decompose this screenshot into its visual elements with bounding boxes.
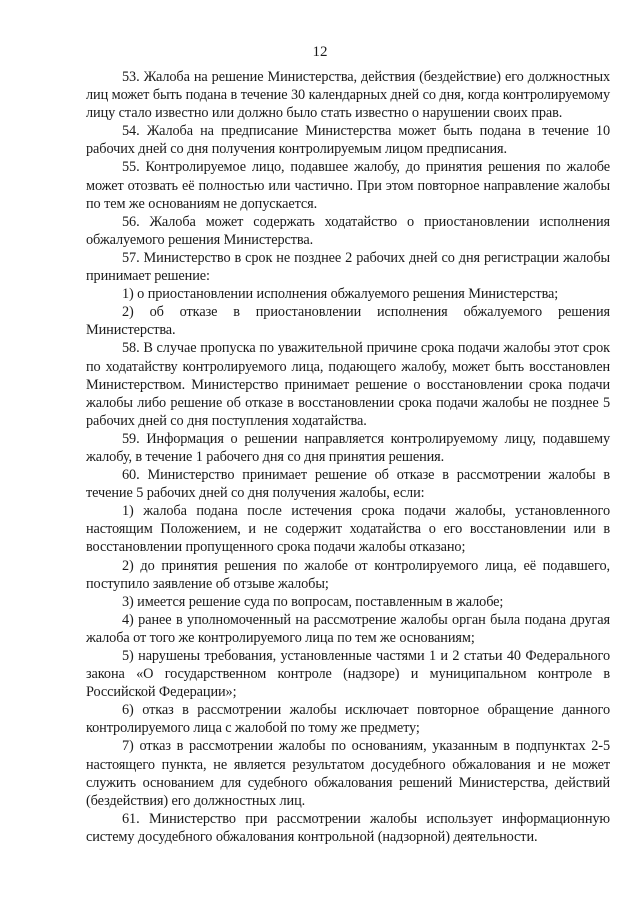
paragraph-60-item-2: 2) до принятия решения по жалобе от контролируемого лица, её подавшего, поступило заявление об отзыве жалобы; [86,557,610,592]
paragraph-59: 59. Информация о решении направляется контролируемому лицу, подавшему жалобу, в течение 1 рабочего дня со дня принятия решения. [86,430,610,465]
paragraph-57-item-2: 2) об отказе в приостановлении исполнения обжалуемого решения Министерства. [86,304,610,339]
paragraph-55: 55. Контролируемое лицо, подавшее жалобу, до принятия решения по жалобе может отозвать её полностью или частично. При этом повторное направление жалобы по тем же основаниям не допускается. [86,159,610,212]
paragraph-57: 57. Министерство в срок не позднее 2 рабочих дней со дня регистрации жалобы принимает решение: [86,249,610,285]
paragraph-60: 60. Министерство принимает решение об отказе в рассмотрении жалобы в течение 5 рабочих дней со дня получения жалобы, если: [86,467,610,502]
paragraph-53: 53. Жалоба на решение Министерства, действия (бездействие) его должностных лиц может быть подана в течение 30 календарных дней со дня, когда контролируемому лицу стало известно или должно было стать известно о нарушении своих прав. [86,69,610,122]
paragraph-56: 56. Жалоба может содержать ходатайство о приостановлении исполнения обжалуемого решения Министерства. [86,213,610,248]
paragraph-58: 58. В случае пропуска по уважительной причине срока подачи жалобы этот срок по ходатайству контролируемого лица, подающего жалобу, может быть восстановлен Министерством. Министерство принимает решение о восстановлении срока подачи жалобы либо решение об отказе в восстановлении срока подачи жалобы не позднее 5 рабочих дней со дня поступления ходатайства. [86,340,610,429]
paragraph-60-item-5: 5) нарушены требования, установленные частями 1 и 2 статьи 40 Федерального закона «О государственном контроле (надзоре) и муниципальном контроле в Российской Федерации»; [86,648,610,701]
paragraph-60-item-4: 4) ранее в уполномоченный на рассмотрение жалобы орган была подана другая жалоба от того же контролируемого лица по тем же основаниям; [86,611,610,646]
paragraph-60-item-6: 6) отказ в рассмотрении жалобы исключает повторное обращение данного контролируемого лица с жалобой по тому же предмету; [86,702,610,737]
paragraph-60-item-7: 7) отказ в рассмотрении жалобы по основаниям, указанным в подпунктах 2-5 настоящего пункта, не является результатом досудебного обжалования и не может служить основанием для судебного обжалования решений Министерства, действий (бездействия) его должностных лиц. [86,738,610,809]
paragraph-57-item-1: 1) о приостановлении исполнения обжалуемого решения Министерства; [122,286,559,303]
paragraph-54: 54. Жалоба на предписание Министерства может быть подана в течение 10 рабочих дней со дня получения контролируемым лицом предписания. [86,123,610,158]
paragraph-60-item-1: 1) жалоба подана после истечения срока подачи жалобы, установленного настоящим Положением, и не содержит ходатайства о его восстановлении или в восстановлении пропущенного срока подачи жалобы отказано; [86,503,610,556]
paragraph-60-item-3: 3) имеется решение суда по вопросам, поставленным в жалобе; [122,593,504,610]
document-body [86,68,610,846]
page-number: 12 [312,44,328,60]
paragraph-61: 61. Министерство при рассмотрении жалобы использует информационную систему досудебного обжалования контрольной (надзорной) деятельности. [86,810,610,845]
